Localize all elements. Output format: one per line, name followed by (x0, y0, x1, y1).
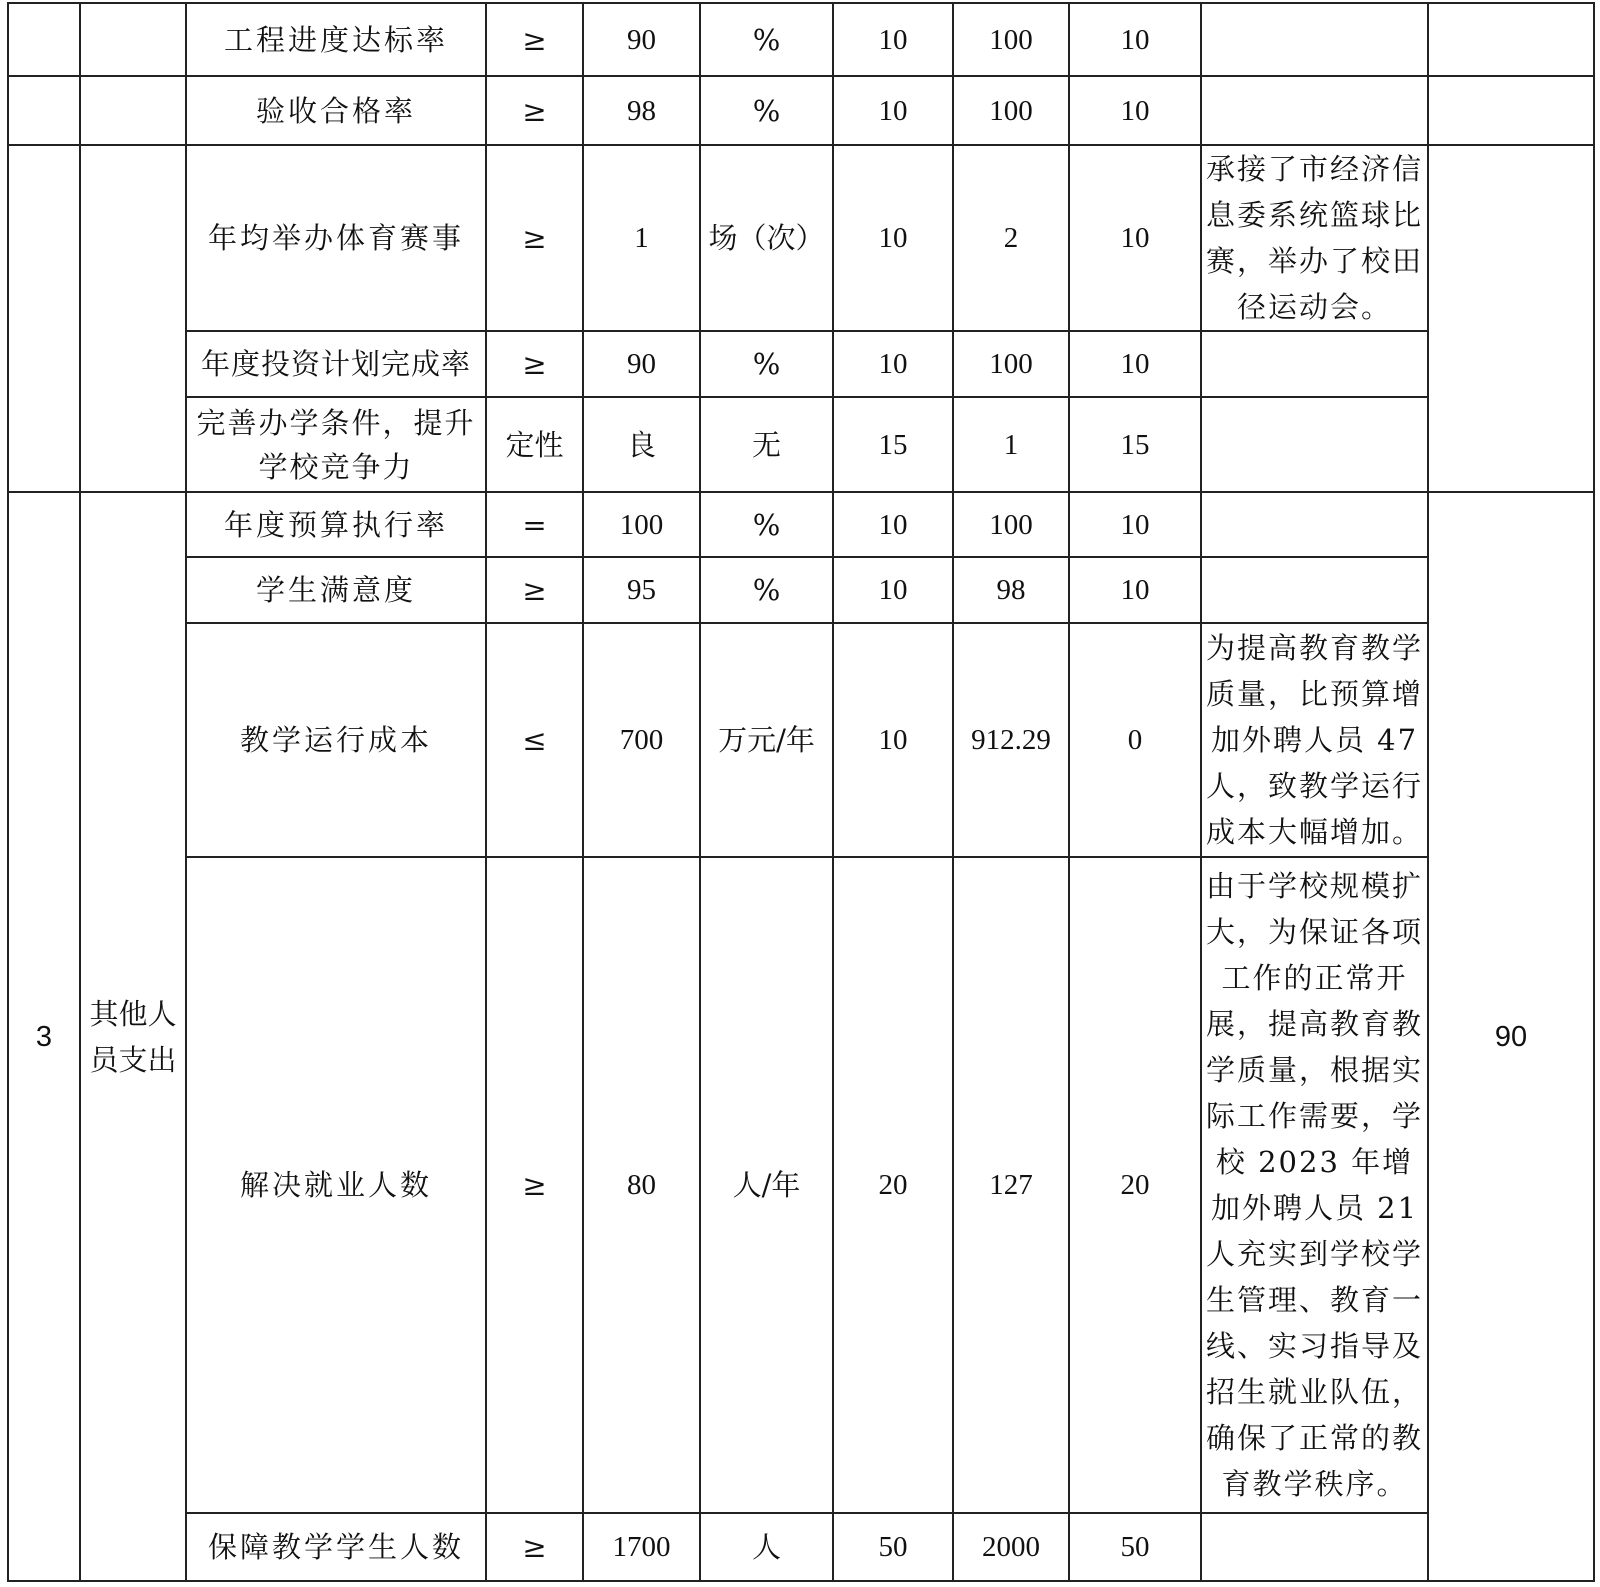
actual-cell: 100 (953, 331, 1069, 397)
table-row (8, 623, 1594, 857)
actual-cell: 127 (953, 857, 1069, 1513)
note-cell: 承接了市经济信息委系统篮球比赛，举办了校田径运动会。 (1201, 145, 1428, 331)
weight-cell: 50 (833, 1513, 953, 1581)
note-cell: 由于学校规模扩大，为保证各项工作的正常开展，提高教育教学质量，根据实际工作需要，学校 2023 年增加外聘人员 21 人充实到学校学生管理、教育一线、实习指导及招生就业队伍，确保了正常的教育教学秩序。 (1201, 857, 1428, 1513)
index-cell (8, 76, 80, 145)
operator-cell: ≥ (486, 857, 583, 1513)
score-cell: 50 (1069, 1513, 1201, 1581)
weight-cell: 10 (833, 557, 953, 623)
score-cell: 10 (1069, 3, 1201, 76)
unit-cell: 万元/年 (700, 623, 833, 857)
actual-cell: 1 (953, 397, 1069, 492)
performance-table (7, 2, 1595, 1582)
note-cell (1201, 3, 1428, 76)
unit-cell: % (700, 76, 833, 145)
category-cell (80, 3, 186, 76)
unit-cell: 无 (700, 397, 833, 492)
target-cell: 90 (583, 331, 700, 397)
note-cell (1201, 557, 1428, 623)
category-cell (80, 145, 186, 492)
operator-cell: ≤ (486, 623, 583, 857)
operator-cell: ≥ (486, 1513, 583, 1581)
score-cell: 0 (1069, 623, 1201, 857)
unit-cell: % (700, 492, 833, 557)
group-index-cell: 3 (8, 492, 80, 1581)
target-cell: 98 (583, 76, 700, 145)
score-cell: 10 (1069, 331, 1201, 397)
operator-cell: ≥ (486, 3, 583, 76)
target-cell: 80 (583, 857, 700, 1513)
note-cell (1201, 76, 1428, 145)
indicator-cell: 年均举办体育赛事 (186, 145, 486, 331)
note-cell (1201, 397, 1428, 492)
total-score-cell (1428, 3, 1594, 76)
note-cell (1201, 1513, 1428, 1581)
actual-cell: 2 (953, 145, 1069, 331)
indicator-cell: 年度投资计划完成率 (186, 331, 486, 397)
target-cell: 良 (583, 397, 700, 492)
score-cell: 15 (1069, 397, 1201, 492)
table-row (8, 1513, 1594, 1581)
weight-cell: 20 (833, 857, 953, 1513)
table-row (8, 3, 1594, 76)
actual-cell: 100 (953, 76, 1069, 145)
group-category-cell: 其他人员支出 (80, 492, 186, 1581)
target-cell: 700 (583, 623, 700, 857)
score-cell: 10 (1069, 492, 1201, 557)
unit-cell: % (700, 331, 833, 397)
total-score-cell (1428, 145, 1594, 492)
weight-cell: 10 (833, 331, 953, 397)
table-row (8, 492, 1594, 557)
table-row (8, 76, 1594, 145)
note-cell: 为提高教育教学质量，比预算增加外聘人员 47 人，致教学运行成本大幅增加。 (1201, 623, 1428, 857)
score-cell: 20 (1069, 857, 1201, 1513)
table-row (8, 557, 1594, 623)
note-cell (1201, 331, 1428, 397)
indicator-cell: 验收合格率 (186, 76, 486, 145)
category-cell (80, 76, 186, 145)
target-cell: 1700 (583, 1513, 700, 1581)
indicator-cell: 工程进度达标率 (186, 3, 486, 76)
indicator-cell: 解决就业人数 (186, 857, 486, 1513)
operator-cell: ≥ (486, 557, 583, 623)
target-cell: 100 (583, 492, 700, 557)
weight-cell: 10 (833, 76, 953, 145)
table-row (8, 397, 1594, 492)
indicator-cell: 完善办学条件，提升学校竞争力 (186, 397, 486, 492)
unit-cell: 人 (700, 1513, 833, 1581)
operator-cell: ≥ (486, 76, 583, 145)
score-cell: 10 (1069, 557, 1201, 623)
weight-cell: 10 (833, 623, 953, 857)
actual-cell: 912.29 (953, 623, 1069, 857)
weight-cell: 10 (833, 492, 953, 557)
group-total-score-cell: 90 (1428, 492, 1594, 1581)
actual-cell: 98 (953, 557, 1069, 623)
actual-cell: 100 (953, 492, 1069, 557)
total-score-cell (1428, 76, 1594, 145)
operator-cell: ≥ (486, 145, 583, 331)
indicator-cell: 学生满意度 (186, 557, 486, 623)
target-cell: 90 (583, 3, 700, 76)
note-cell (1201, 492, 1428, 557)
unit-cell: % (700, 557, 833, 623)
operator-cell: = (486, 492, 583, 557)
unit-cell: % (700, 3, 833, 76)
target-cell: 1 (583, 145, 700, 331)
table-row (8, 145, 1594, 331)
weight-cell: 10 (833, 3, 953, 76)
indicator-cell: 教学运行成本 (186, 623, 486, 857)
indicator-cell: 保障教学学生人数 (186, 1513, 486, 1581)
score-cell: 10 (1069, 145, 1201, 331)
weight-cell: 15 (833, 397, 953, 492)
actual-cell: 2000 (953, 1513, 1069, 1581)
actual-cell: 100 (953, 3, 1069, 76)
indicator-cell: 年度预算执行率 (186, 492, 486, 557)
weight-cell: 10 (833, 145, 953, 331)
index-cell (8, 3, 80, 76)
operator-cell: 定性 (486, 397, 583, 492)
index-cell (8, 145, 80, 492)
target-cell: 95 (583, 557, 700, 623)
table-row (8, 857, 1594, 1513)
unit-cell: 场（次） (700, 145, 833, 331)
unit-cell: 人/年 (700, 857, 833, 1513)
operator-cell: ≥ (486, 331, 583, 397)
score-cell: 10 (1069, 76, 1201, 145)
table-row (8, 331, 1594, 397)
